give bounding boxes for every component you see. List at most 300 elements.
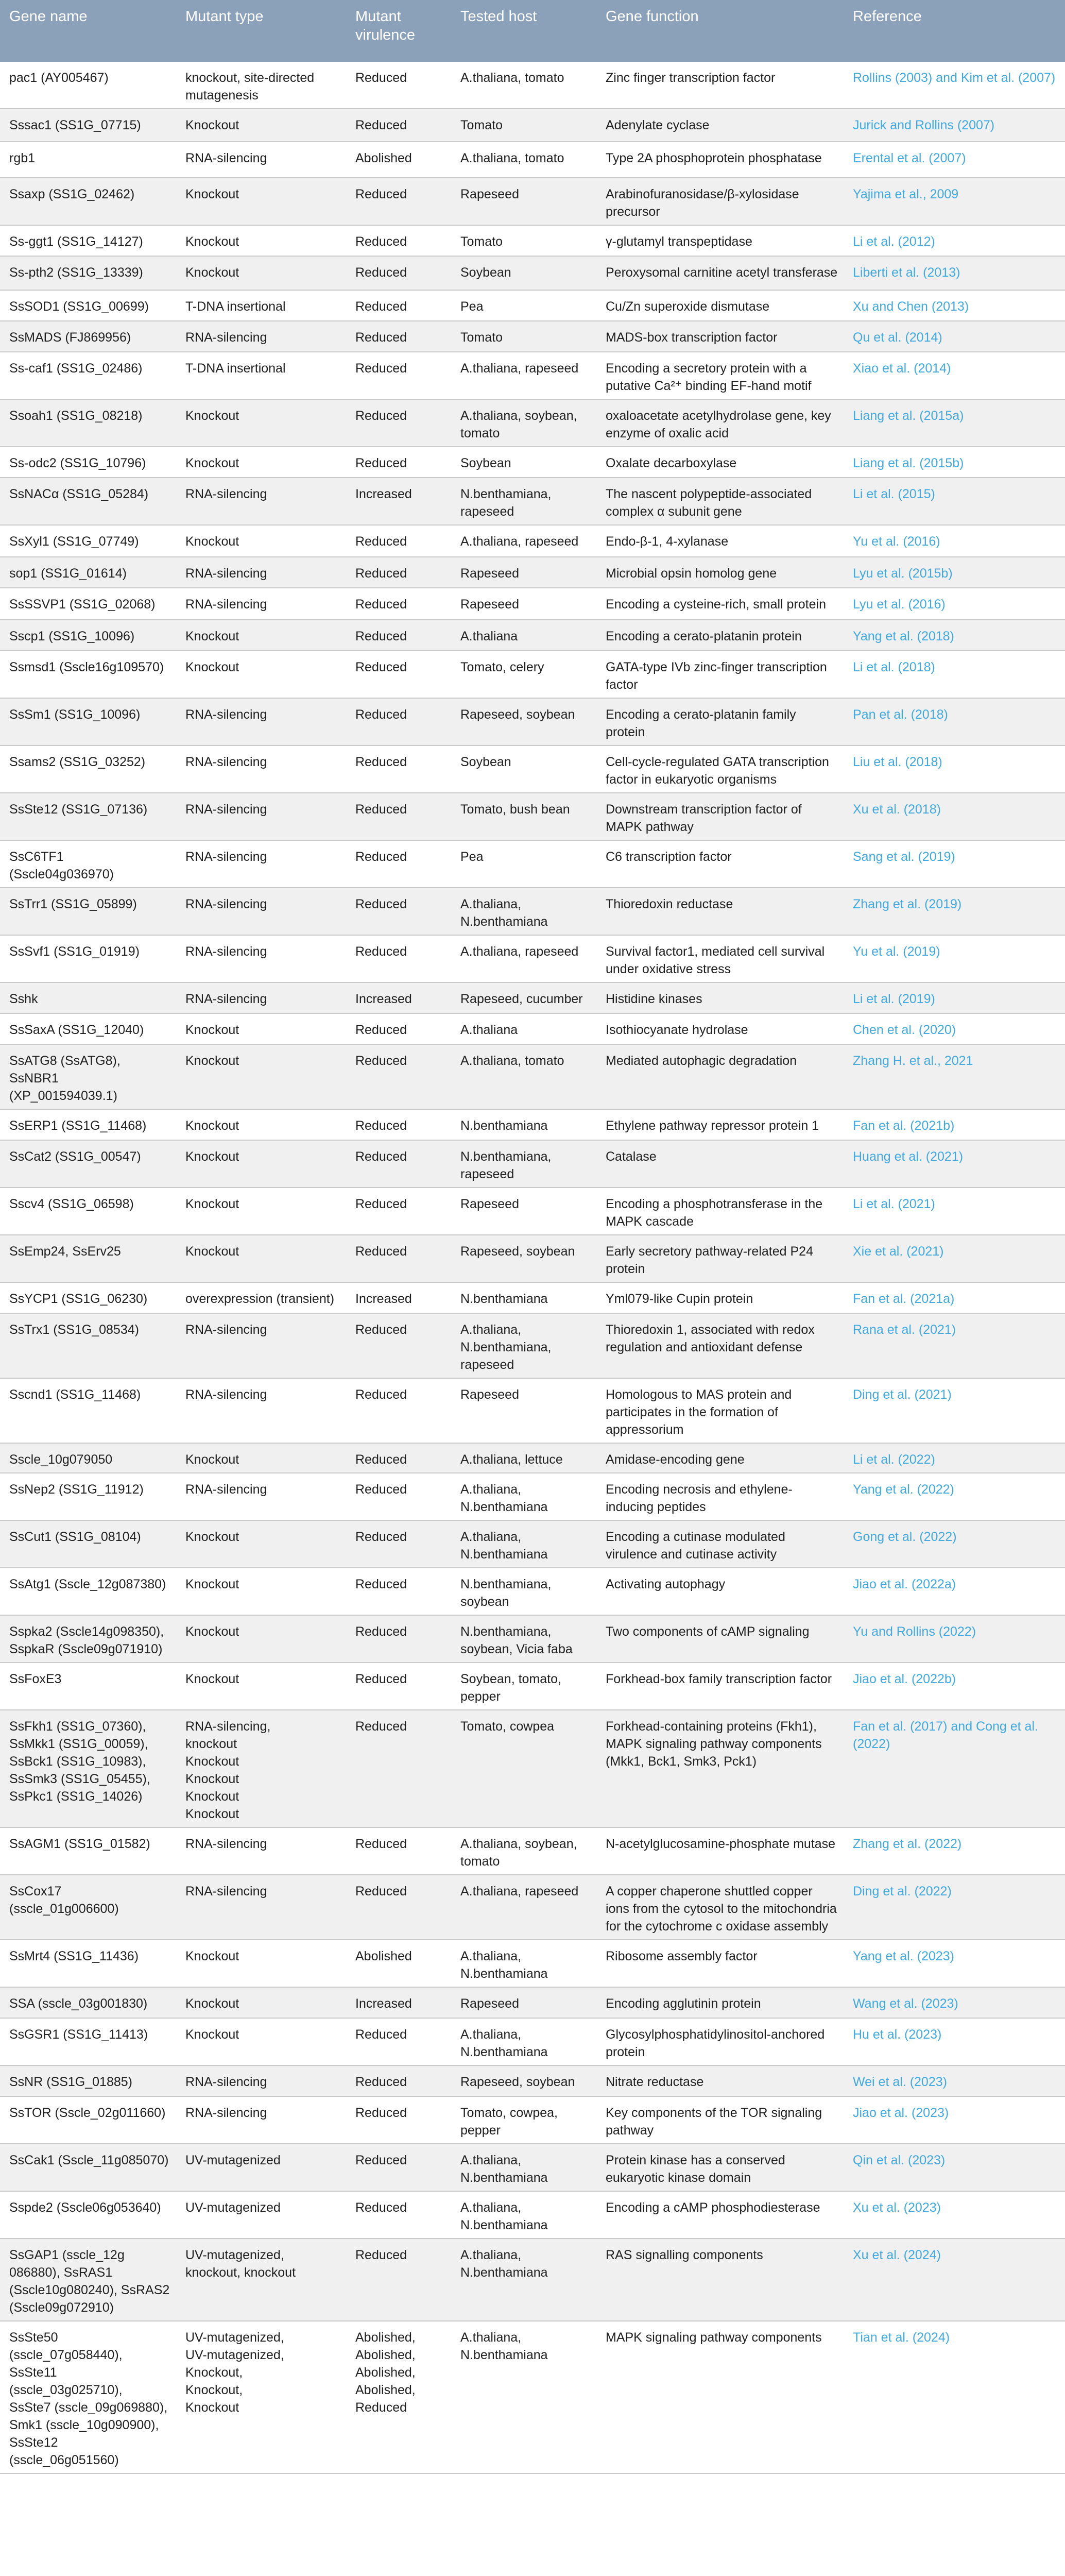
reference-link[interactable]: Ding et al. (2022)	[853, 1884, 952, 1899]
tested-host-cell	[453, 1013, 598, 1044]
reference-link[interactable]: Yang et al. (2023)	[853, 1949, 954, 1963]
gene-function-text: Homologous to MAS protein and participates in the formation of appressorium	[606, 1387, 792, 1437]
tested-host-text: N.benthamiana, rapeseed	[460, 1149, 552, 1181]
reference-link[interactable]: Liu et al. (2018)	[853, 755, 942, 769]
mutant-type-text: Knockout	[185, 1452, 239, 1467]
reference-cell	[846, 2065, 1065, 2096]
gene-name-cell	[0, 1827, 178, 1875]
gene-function-text: RAS signalling components	[606, 2248, 763, 2262]
gene-function-text: Forkhead-box family transcription factor	[606, 1672, 832, 1686]
mutant-virulence-cell	[348, 982, 453, 1013]
gene-function-text: Encoding a cerato-platanin protein	[606, 629, 802, 643]
tested-host-cell	[453, 620, 598, 651]
gene-function-cell	[598, 2144, 846, 2191]
reference-link[interactable]: Li et al. (2012)	[853, 234, 935, 249]
tested-host-text: A.thaliana, N.benthamiana	[460, 2248, 548, 2280]
gene-name-text: SsNR (SS1G_01885)	[9, 2075, 133, 2089]
reference-cell	[846, 620, 1065, 651]
mutant-virulence-cell	[348, 1520, 453, 1568]
reference-cell	[846, 1710, 1065, 1827]
gene-name-cell	[0, 178, 178, 225]
tested-host-text: Tomato	[460, 118, 503, 132]
gene-name-cell	[0, 620, 178, 651]
mutant-type-text: Knockout	[185, 1244, 239, 1259]
mutant-type-cell	[178, 698, 348, 745]
gene-name-text: Ssmsd1 (Sscle16g109570)	[9, 660, 164, 674]
mutant-type-text: RNA-silencing	[185, 944, 267, 959]
reference-link[interactable]: Li et al. (2021)	[853, 1197, 935, 1211]
reference-cell	[846, 935, 1065, 982]
table-row	[0, 557, 1065, 588]
mutant-type-cell	[178, 2191, 348, 2239]
gene-name-cell	[0, 447, 178, 478]
mutant-type-text: RNA-silencing	[185, 1884, 267, 1899]
mutant-type-cell	[178, 651, 348, 698]
mutant-virulence-cell	[348, 352, 453, 399]
mutant-virulence-cell	[348, 1188, 453, 1235]
tested-host-cell	[453, 2065, 598, 2096]
reference-link[interactable]: Wei et al. (2023)	[853, 2075, 947, 2089]
mutant-virulence-text: Increased	[355, 992, 412, 1006]
reference-link[interactable]: Liberti et al. (2013)	[853, 265, 960, 280]
reference-link[interactable]: Wang et al. (2023)	[853, 1996, 958, 2011]
gene-name-text: Sssac1 (SS1G_07715)	[9, 118, 141, 132]
reference-cell	[846, 1044, 1065, 1109]
gene-name-cell	[0, 2144, 178, 2191]
gene-name-text: SsMrt4 (SS1G_11436)	[9, 1949, 139, 1963]
reference-link[interactable]: Zhang et al. (2022)	[853, 1837, 962, 1851]
tested-host-text: A.thaliana, N.benthamiana	[460, 1530, 548, 1562]
reference-link[interactable]: Jiao et al. (2022b)	[853, 1672, 956, 1686]
table-row	[0, 1378, 1065, 1443]
tested-host-cell	[453, 2239, 598, 2321]
gene-name-text: Ss-caf1 (SS1G_02486)	[9, 361, 143, 376]
gene-name-text: SsCak1 (Sscle_11g085070)	[9, 2153, 169, 2167]
mutant-virulence-cell	[348, 2065, 453, 2096]
reference-link[interactable]: Rana et al. (2021)	[853, 1323, 956, 1337]
gene-name-text: SsSOD1 (SS1G_00699)	[9, 299, 149, 314]
reference-cell	[846, 698, 1065, 745]
mutant-type-cell	[178, 2144, 348, 2191]
tested-host-cell	[453, 2144, 598, 2191]
gene-name-text: pac1 (AY005467)	[9, 71, 109, 85]
reference-link[interactable]: Hu et al. (2023)	[853, 2027, 942, 2042]
tested-host-cell	[453, 1282, 598, 1313]
gene-function-cell	[598, 840, 846, 888]
reference-link[interactable]: Jurick and Rollins (2007)	[853, 118, 995, 132]
mutant-type-text: T-DNA insertional	[185, 361, 286, 376]
tested-host-text: Soybean	[460, 265, 511, 280]
reference-link[interactable]: Pan et al. (2018)	[853, 707, 948, 722]
gene-name-cell	[0, 1520, 178, 1568]
mutant-type-cell	[178, 1987, 348, 2018]
table-row	[0, 2065, 1065, 2096]
gene-name-cell	[0, 1282, 178, 1313]
mutant-virulence-text: Reduced	[355, 1577, 407, 1591]
reference-link[interactable]: Lyu et al. (2015b)	[853, 566, 953, 581]
mutant-virulence-cell	[348, 290, 453, 321]
table-row	[0, 525, 1065, 557]
reference-link[interactable]: Liang et al. (2015b)	[853, 456, 964, 470]
reference-link[interactable]: Qu et al. (2014)	[853, 330, 942, 345]
reference-link[interactable]: Liang et al. (2015a)	[853, 409, 964, 423]
gene-name-text: SsSSVP1 (SS1G_02068)	[9, 597, 156, 612]
tested-host-text: Rapeseed	[460, 597, 519, 612]
table-row	[0, 2018, 1065, 2065]
tested-host-cell	[453, 1520, 598, 1568]
mutant-type-cell	[178, 2239, 348, 2321]
tested-host-text: A.thaliana	[460, 629, 518, 643]
tested-host-cell	[453, 256, 598, 290]
gene-function-cell	[598, 1109, 846, 1140]
tested-host-text: A.thaliana, rapeseed	[460, 534, 579, 549]
gene-function-cell	[598, 1473, 846, 1520]
gene-name-cell	[0, 1235, 178, 1282]
reference-cell	[846, 1313, 1065, 1378]
table-row	[0, 2321, 1065, 2473]
reference-cell	[846, 1520, 1065, 1568]
tested-host-cell	[453, 1987, 598, 2018]
reference-cell	[846, 1568, 1065, 1615]
mutant-type-cell	[178, 557, 348, 588]
gene-function-cell	[598, 62, 846, 109]
tested-host-text: A.thaliana, rapeseed	[460, 944, 579, 959]
reference-link[interactable]: Fan et al. (2017) and Cong et al. (2022)	[853, 1719, 1038, 1751]
tested-host-text: A.thaliana, N.benthamiana	[460, 1949, 548, 1981]
mutant-type-text: UV-mutagenized	[185, 2200, 281, 2215]
gene-function-cell	[598, 2096, 846, 2144]
reference-link[interactable]: Li et al. (2018)	[853, 660, 935, 674]
gene-function-text: MAPK signaling pathway components	[606, 2330, 822, 2345]
mutant-virulence-text: Reduced	[355, 299, 407, 314]
table-row	[0, 2239, 1065, 2321]
mutant-virulence-text: Reduced	[355, 187, 407, 201]
mutant-virulence-cell	[348, 447, 453, 478]
reference-cell	[846, 1235, 1065, 1282]
gene-name-text: SsTrx1 (SS1G_08534)	[9, 1323, 139, 1337]
tested-host-text: Rapeseed, soybean	[460, 707, 575, 722]
mutant-type-text: overexpression (transient)	[185, 1292, 335, 1306]
gene-function-text: Encoding a secretory protein with a putative Ca²⁺ binding EF-hand motif	[606, 361, 812, 393]
gene-function-text: Peroxysomal carnitine acetyl transferase	[606, 265, 838, 280]
gene-name-text: SsCut1 (SS1G_08104)	[9, 1530, 141, 1544]
mutant-virulence-text: Reduced	[355, 660, 407, 674]
gene-function-text: Thioredoxin reductase	[606, 897, 733, 911]
reference-link[interactable]: Li et al. (2015)	[853, 487, 935, 501]
tested-host-cell	[453, 1473, 598, 1520]
gene-function-cell	[598, 109, 846, 142]
gene-function-cell	[598, 1140, 846, 1188]
table-row	[0, 256, 1065, 290]
gene-name-text: SsFoxE3	[9, 1672, 62, 1686]
gene-name-text: SsSte12 (SS1G_07136)	[9, 802, 148, 817]
gene-function-text: Type 2A phosphoprotein phosphatase	[606, 151, 822, 165]
mutant-type-text: Knockout	[185, 1624, 239, 1639]
reference-link[interactable]: Yu et al. (2019)	[853, 944, 940, 959]
mutant-type-text: RNA-silencing	[185, 755, 267, 769]
tested-host-cell	[453, 178, 598, 225]
mutant-type-text: knockout, site-directed mutagenesis	[185, 71, 315, 103]
reference-cell	[846, 557, 1065, 588]
reference-cell	[846, 290, 1065, 321]
mutant-type-cell	[178, 62, 348, 109]
gene-name-cell	[0, 225, 178, 256]
reference-link[interactable]: Li et al. (2022)	[853, 1452, 935, 1467]
gene-function-cell	[598, 1188, 846, 1235]
reference-link[interactable]: Zhang et al. (2019)	[853, 897, 962, 911]
reference-link[interactable]: Yajima et al., 2009	[853, 187, 959, 201]
mutant-type-text: Knockout	[185, 187, 239, 201]
gene-name-text: SsCox17 (sscle_01g006600)	[9, 1884, 119, 1916]
reference-link[interactable]: Xu et al. (2023)	[853, 2200, 941, 2215]
gene-function-text: Key components of the TOR signaling pathway	[606, 2106, 822, 2138]
table-row	[0, 888, 1065, 935]
mutant-virulence-text: Reduced	[355, 361, 407, 376]
mutant-type-cell	[178, 1378, 348, 1443]
tested-host-cell	[453, 745, 598, 793]
tested-host-cell	[453, 447, 598, 478]
gene-function-text: Microbial opsin homolog gene	[606, 566, 777, 581]
reference-link[interactable]: Fan et al. (2021b)	[853, 1118, 955, 1133]
tested-host-text: Soybean	[460, 456, 511, 470]
reference-link[interactable]: Fan et al. (2021a)	[853, 1292, 955, 1306]
gene-function-text: Downstream transcription factor of MAPK pathway	[606, 802, 802, 834]
tested-host-cell	[453, 1875, 598, 1940]
reference-cell	[846, 1109, 1065, 1140]
mutant-virulence-text: Reduced	[355, 456, 407, 470]
table-row	[0, 588, 1065, 620]
reference-link[interactable]: Xu et al. (2018)	[853, 802, 941, 817]
gene-function-text: Encoding necrosis and ethylene-inducing peptides	[606, 1482, 793, 1514]
mutant-type-cell	[178, 840, 348, 888]
mutant-type-cell	[178, 142, 348, 178]
mutant-type-cell	[178, 1235, 348, 1282]
reference-link[interactable]: Erental et al. (2007)	[853, 151, 966, 165]
reference-link[interactable]: Yang et al. (2018)	[853, 629, 954, 643]
gene-name-text: SsGSR1 (SS1G_11413)	[9, 2027, 148, 2042]
mutant-type-text: Knockout	[185, 1149, 239, 1164]
table-row	[0, 935, 1065, 982]
gene-name-text: Sscnd1 (SS1G_11468)	[9, 1387, 141, 1402]
mutant-type-cell	[178, 321, 348, 352]
reference-link[interactable]: Yang et al. (2022)	[853, 1482, 954, 1497]
tested-host-cell	[453, 142, 598, 178]
tested-host-cell	[453, 1568, 598, 1615]
reference-cell	[846, 1378, 1065, 1443]
mutant-virulence-text: Reduced	[355, 2200, 407, 2215]
tested-host-cell	[453, 1443, 598, 1473]
gene-function-cell	[598, 525, 846, 557]
reference-link[interactable]: Ding et al. (2021)	[853, 1387, 952, 1402]
gene-function-cell	[598, 290, 846, 321]
mutant-virulence-cell	[348, 2191, 453, 2239]
mutant-type-text: Knockout	[185, 1118, 239, 1133]
tested-host-cell	[453, 888, 598, 935]
gene-function-cell	[598, 1568, 846, 1615]
mutant-type-cell	[178, 1044, 348, 1109]
gene-function-text: Endo-β-1, 4-xylanase	[606, 534, 729, 549]
tested-host-cell	[453, 793, 598, 840]
reference-cell	[846, 1987, 1065, 2018]
mutant-virulence-cell	[348, 1013, 453, 1044]
mutant-virulence-cell	[348, 1473, 453, 1520]
tested-host-cell	[453, 698, 598, 745]
mutant-type-cell	[178, 1568, 348, 1615]
gene-name-text: Ss-pth2 (SS1G_13339)	[9, 265, 143, 280]
mutant-virulence-text: Abolished, Abolished, Abolished, Abolished, Reduced	[355, 2330, 416, 2415]
mutant-type-text: UV-mutagenized, knockout, knockout	[185, 2248, 296, 2280]
mutant-virulence-cell	[348, 321, 453, 352]
gene-function-cell	[598, 478, 846, 525]
mutant-type-text: RNA-silencing	[185, 992, 267, 1006]
reference-link[interactable]: Chen et al. (2020)	[853, 1023, 956, 1037]
table-row	[0, 1282, 1065, 1313]
gene-name-text: SsFkh1 (SS1G_07360), SsMkk1 (SS1G_00059), SsBck1 (SS1G_10983), SsSmk3 (SS1G_05455), SsPkc1 (SS1G_14026)	[9, 1719, 150, 1804]
tested-host-text: A.thaliana, lettuce	[460, 1452, 563, 1467]
mutant-type-cell	[178, 2321, 348, 2473]
gene-name-cell	[0, 2191, 178, 2239]
table-row	[0, 620, 1065, 651]
mutant-virulence-cell	[348, 109, 453, 142]
mutant-type-cell	[178, 290, 348, 321]
reference-link[interactable]: Sang et al. (2019)	[853, 850, 955, 864]
mutant-virulence-text: Abolished	[355, 151, 412, 165]
reference-cell	[846, 1827, 1065, 1875]
gene-function-text: Encoding a phosphotransferase in the MAPK cascade	[606, 1197, 823, 1229]
gene-function-text: Amidase-encoding gene	[606, 1452, 745, 1467]
table-row	[0, 651, 1065, 698]
reference-link[interactable]: Jiao et al. (2023)	[853, 2106, 949, 2120]
mutant-virulence-cell	[348, 1313, 453, 1378]
tested-host-cell	[453, 557, 598, 588]
tested-host-cell	[453, 1235, 598, 1282]
mutant-virulence-cell	[348, 888, 453, 935]
reference-link[interactable]: Huang et al. (2021)	[853, 1149, 964, 1164]
tested-host-text: A.thaliana, tomato	[460, 151, 564, 165]
reference-link[interactable]: Qin et al. (2023)	[853, 2153, 946, 2167]
reference-cell	[846, 447, 1065, 478]
reference-link[interactable]: Yu and Rollins (2022)	[853, 1624, 976, 1639]
mutant-virulence-text: Reduced	[355, 2027, 407, 2042]
reference-cell	[846, 399, 1065, 447]
table-row	[0, 698, 1065, 745]
reference-link[interactable]: Lyu et al. (2016)	[853, 597, 946, 612]
mutant-virulence-cell	[348, 2321, 453, 2473]
mutant-virulence-cell	[348, 793, 453, 840]
mutant-virulence-text: Reduced	[355, 409, 407, 423]
gene-name-text: Sshk	[9, 992, 38, 1006]
reference-cell	[846, 1013, 1065, 1044]
gene-function-cell	[598, 1443, 846, 1473]
table-row	[0, 1109, 1065, 1140]
gene-function-text: Forkhead-containing proteins (Fkh1), MAPK signaling pathway components (Mkk1, Bck1, Smk3, Pck1)	[606, 1719, 822, 1769]
mutant-type-text: RNA-silencing	[185, 151, 267, 165]
tested-host-cell	[453, 290, 598, 321]
gene-function-text: Mediated autophagic degradation	[606, 1054, 797, 1068]
gene-function-text: Encoding a cAMP phosphodiesterase	[606, 2200, 820, 2215]
tested-host-text: A.thaliana, N.benthamiana	[460, 2330, 548, 2362]
tested-host-text: Tomato, cowpea	[460, 1719, 555, 1734]
reference-link[interactable]: Jiao et al. (2022a)	[853, 1577, 956, 1591]
reference-link[interactable]: Xu et al. (2024)	[853, 2248, 941, 2262]
mutant-virulence-cell	[348, 1235, 453, 1282]
reference-cell	[846, 745, 1065, 793]
mutant-type-cell	[178, 1140, 348, 1188]
gene-name-text: SSA (sscle_03g001830)	[9, 1996, 148, 2011]
table-row	[0, 225, 1065, 256]
tested-host-cell	[453, 2191, 598, 2239]
tested-host-text: A.thaliana, N.benthamiana	[460, 1482, 548, 1514]
reference-link[interactable]: Li et al. (2019)	[853, 992, 935, 1006]
table-row	[0, 1568, 1065, 1615]
tested-host-text: Rapeseed	[460, 1197, 519, 1211]
gene-name-text: Ss-ggt1 (SS1G_14127)	[9, 234, 143, 249]
gene-name-text: SsNACα (SS1G_05284)	[9, 487, 149, 501]
gene-function-text: Isothiocyanate hydrolase	[606, 1023, 748, 1037]
gene-name-text: Sspde2 (Sscle06g053640)	[9, 2200, 161, 2215]
gene-name-cell	[0, 888, 178, 935]
mutant-type-text: Knockout	[185, 1949, 239, 1963]
gene-function-text: GATA-type IVb zinc-finger transcription factor	[606, 660, 827, 692]
mutant-virulence-cell	[348, 1443, 453, 1473]
mutant-type-cell	[178, 1710, 348, 1827]
gene-function-cell	[598, 745, 846, 793]
tested-host-cell	[453, 2321, 598, 2473]
gene-function-text: γ-glutamyl transpeptidase	[606, 234, 752, 249]
gene-function-text: Catalase	[606, 1149, 657, 1164]
reference-cell	[846, 2191, 1065, 2239]
gene-function-cell	[598, 1378, 846, 1443]
mutant-virulence-cell	[348, 1109, 453, 1140]
reference-link[interactable]: Xiao et al. (2014)	[853, 361, 951, 376]
tested-host-text: N.benthamiana, rapeseed	[460, 487, 552, 519]
gene-name-cell	[0, 840, 178, 888]
mutant-virulence-text: Reduced	[355, 897, 407, 911]
gene-function-text: Thioredoxin 1, associated with redox regulation and antioxidant defense	[606, 1323, 815, 1354]
gene-name-cell	[0, 478, 178, 525]
gene-name-cell	[0, 62, 178, 109]
reference-link[interactable]: Xie et al. (2021)	[853, 1244, 944, 1259]
reference-link[interactable]: Xu and Chen (2013)	[853, 299, 969, 314]
gene-name-cell	[0, 2065, 178, 2096]
mutant-virulence-cell	[348, 1140, 453, 1188]
tested-host-text: Rapeseed	[460, 1387, 519, 1402]
mutant-type-text: Knockout	[185, 1197, 239, 1211]
gene-function-text: Glycosylphosphatidylinositol-anchored protein	[606, 2027, 825, 2059]
reference-link[interactable]: Yu et al. (2016)	[853, 534, 940, 549]
mutant-virulence-text: Reduced	[355, 1719, 407, 1734]
mutant-type-text: RNA-silencing	[185, 802, 267, 817]
gene-function-cell	[598, 256, 846, 290]
mutant-type-text: Knockout	[185, 1996, 239, 2011]
gene-name-cell	[0, 982, 178, 1013]
mutant-virulence-text: Reduced	[355, 234, 407, 249]
tested-host-text: A.thaliana, N.benthamiana	[460, 2200, 548, 2232]
gene-function-text: Two components of cAMP signaling	[606, 1624, 810, 1639]
table-row	[0, 2144, 1065, 2191]
gene-function-text: MADS-box transcription factor	[606, 330, 778, 345]
table-row	[0, 2191, 1065, 2239]
reference-link[interactable]: Gong et al. (2022)	[853, 1530, 957, 1544]
reference-link[interactable]: Tian et al. (2024)	[853, 2330, 950, 2345]
mutant-type-cell	[178, 1827, 348, 1875]
mutant-virulence-cell	[348, 1987, 453, 2018]
reference-link[interactable]: Rollins (2003) and Kim et al. (2007)	[853, 71, 1056, 85]
tested-host-text: N.benthamiana, soybean	[460, 1577, 552, 1609]
tested-host-cell	[453, 62, 598, 109]
reference-link[interactable]: Zhang H. et al., 2021	[853, 1054, 973, 1068]
tested-host-text: Soybean	[460, 755, 511, 769]
